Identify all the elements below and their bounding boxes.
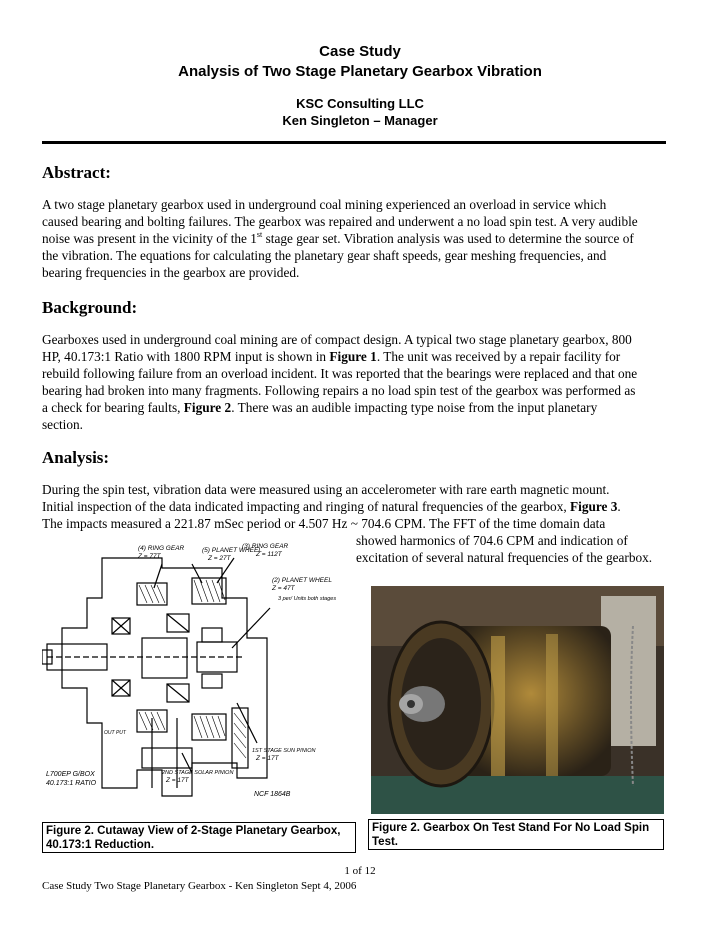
background-line-2: [42, 348, 682, 365]
company-name: KSC Consulting LLC: [296, 96, 424, 111]
figure-1-caption-line-2: 40.173:1 Reduction.: [46, 839, 155, 851]
header-rule: [42, 141, 666, 144]
footer-note: Case Study Two Stage Planetary Gearbox - Ken Singleton Sept 4, 2006: [42, 880, 357, 892]
background-text: . The unit was received by a repair facility for: [376, 349, 621, 364]
ann-ring-teeth: Z = 112T: [256, 551, 282, 558]
abstract-line-1: A two stage planetary gearbox used in underground coal mining experienced an overload in service which: [42, 197, 607, 212]
author-name: Ken Singleton – Manager: [282, 113, 438, 128]
ann-model: L700EP G/BOX: [46, 771, 95, 778]
background-text: . There was an audible impacting type noise from the input planetary: [231, 400, 598, 415]
ann-ring-gear-left: (4) RING GEAR: [138, 545, 185, 552]
background-line-1: Gearboxes used in underground coal mining are of compact design. A typical two stage planetary gearbox, 800: [42, 332, 632, 347]
background-text: a check for bearing faults,: [42, 400, 184, 415]
ann-sun-pinion-2: 2ND STAGE SOLAR PINION: [162, 770, 234, 776]
abstract-line-3: [42, 230, 682, 247]
gearbox-test-stand-photo: [371, 586, 664, 814]
figure-2-ref: Figure 2: [183, 400, 232, 415]
ann-planet-wheel-right: (2) PLANET WHEEL: [272, 577, 332, 584]
ann-planet-right-teeth: Z = 47T: [272, 585, 295, 592]
figure-2-caption: [368, 819, 664, 850]
analysis-text: Initial inspection of the data indicated impacting and ringing of natural frequencies of the gearbox,: [42, 499, 570, 514]
superscript-st: st: [256, 230, 263, 239]
abstract-body: [42, 196, 682, 281]
ann-sun-pinion-1-teeth: Z = 17T: [256, 755, 279, 762]
ann-ratio: 40.173:1 RATIO: [46, 780, 97, 787]
abstract-line-5: bearing frequencies in the gearbox are provided.: [42, 265, 300, 280]
figure-2-caption-line-1: Figure 2. Gearbox On Test Stand For No Load Spin: [372, 822, 650, 834]
figure-3-ref: Figure 3: [570, 499, 618, 514]
background-text: HP, 40.173:1 Ratio with 1800 RPM input is shown in: [42, 349, 330, 364]
ann-sun-pinion-2-teeth: Z = 17T: [166, 777, 189, 784]
ann-ring-gear: (3) RING GEAR: [242, 543, 289, 550]
ann-sun-pinion-1: 1ST STAGE SUN PINION: [252, 748, 316, 754]
ann-ring-left-teeth: Z = 77T: [138, 553, 161, 560]
figure-1-ref: Figure 1: [329, 349, 377, 364]
background-body: [42, 331, 682, 433]
abstract-line-4: the vibration. The equations for calculating the planetary gear shaft speeds, gear meshing frequencies, and: [42, 248, 607, 263]
ann-planet-mid-teeth: Z = 27T: [208, 555, 231, 562]
analysis-line-2: [42, 498, 682, 515]
background-line-3: rebuild following failure from an overload incident. It was reported that the bearings were replaced and that one: [42, 366, 638, 381]
background-line-5: [42, 399, 682, 416]
analysis-line-5: excitation of several natural frequencies of the gearbox.: [356, 550, 653, 565]
abstract-heading: Abstract:: [42, 163, 111, 182]
analysis-line-4: showed harmonics of 704.6 CPM and indication of: [356, 533, 628, 548]
ann-planet-wheel-mid: (5) PLANET WHEEL: [202, 547, 262, 554]
analysis-line-1: During the spin test, vibration data were measured using an accelerometer with rare earth magnetic mount.: [42, 482, 610, 497]
title-line-2: Analysis of Two Stage Planetary Gearbox Vibration: [178, 63, 542, 80]
figure-2-caption-line-2: Test.: [372, 836, 398, 848]
figure-1-caption: [42, 822, 356, 853]
abstract-line-2: caused bearing and bolting failures. The gearbox was repaired and underwent a no load spin test. A very audible: [42, 214, 638, 229]
analysis-text: .: [617, 499, 621, 514]
gearbox-cutaway-drawing: [42, 538, 352, 814]
background-line-6: section.: [42, 417, 83, 432]
analysis-heading: Analysis:: [42, 448, 110, 467]
page-number: 1 of 12: [344, 865, 376, 877]
analysis-line-3: The impacts measured a 221.87 mSec period or 4.507 Hz ~ 704.6 CPM. The FFT of the time domain data: [42, 516, 606, 531]
ann-qty-note: 3 per/ Units both stages: [278, 596, 337, 602]
ann-output: OUT PUT: [104, 730, 126, 736]
abstract-line-3b: stage gear set. Vibration analysis was used to determine the source of: [262, 231, 634, 246]
background-line-4: bearing had broken into many fragments. Following repairs a no load spin test of the gearbox was performed as: [42, 383, 636, 398]
ann-drawing-no: NCF 1864B: [254, 791, 291, 798]
abstract-line-3a: noise was present in the vicinity of the 1: [42, 231, 257, 246]
figure-1-caption-line-1: Figure 2. Cutaway View of 2-Stage Planetary Gearbox,: [46, 825, 341, 837]
background-heading: Background:: [42, 298, 138, 317]
title-line-1: Case Study: [319, 43, 401, 60]
